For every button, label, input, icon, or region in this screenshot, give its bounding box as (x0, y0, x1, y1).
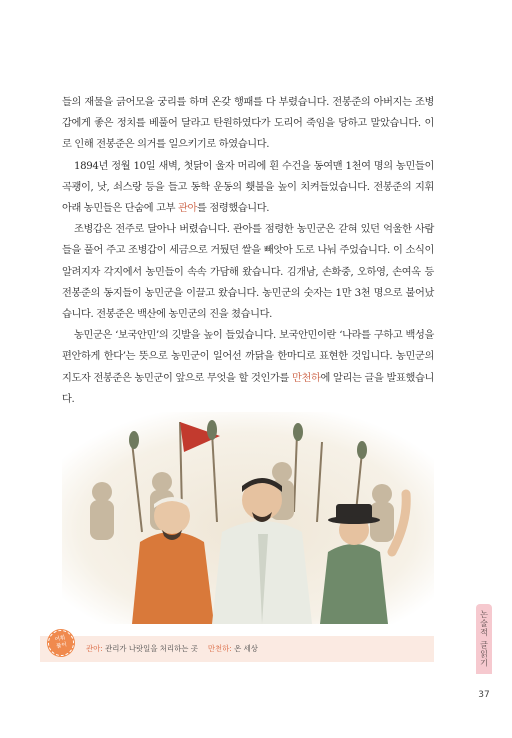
vocab-def-2: 온 세상 (231, 644, 258, 653)
paragraph-2-tail: 를 점령했습니다. (196, 203, 270, 215)
paragraph-2 (62, 156, 434, 220)
paragraph-3: 조병갑은 전주로 달아나 버렸습니다. 관아를 점령한 농민군은 갇혀 있던 억울한 사람들을 풀어 주고 조병갑이 세금으로 거뒀던 쌀을 빼앗아 도로 나눠 주었습니다. 이 소식이 알려지자 각지에서 농민들이 속속 가담해 왔습니다. 김개남, 손화중, 오하영, 손여옥 등 전봉준의 동지들이 농민군을 이끌고 왔습니다. 농민군의 숫자는 1만 3천 명으로 불어났습니다. 전봉준은 백산에 농민군의 진을 쳤습니다. (62, 224, 434, 321)
paragraph-1: 들의 재물을 긁어모을 궁리를 하며 온갖 행패를 다 부렸습니다. 전봉준의 아버지는 조병갑에게 좋은 정치를 베풀어 달라고 탄원하였다가 도리어 죽임을 당하고 말았습니다. 이로 인해 전봉준은 의거를 일으키기로 하였습니다. (62, 97, 434, 151)
badge-line-1: 어휘 (54, 635, 66, 644)
paragraph-4-text: 농민군은 ‘보국안민’의 깃발을 높이 들었습니다. 보국안민이란 ‘나라를 구하고 백성을 편안하게 한다’는 뜻으로 농민군이 일어선 까닭을 한마디로 표현한 것입니다. 농민군의 지도자 전봉준은 농민군이 앞으로 무엇을 할 것인가를 (62, 330, 434, 384)
vocab-def-1: 관리가 나랏일을 처리하는 곳 (102, 644, 198, 653)
paragraph-4-tail: 에 알리는 글을 발표했습니다. (62, 372, 434, 405)
badge-line-2: 풀이 (55, 641, 68, 650)
highlight-term-gwana: 관아 (177, 203, 197, 215)
vocab-term-2: 만천하: (207, 644, 232, 653)
body-text (62, 92, 434, 410)
paragraph-4 (62, 325, 434, 410)
highlight-term-mancheonha: 만천하 (292, 372, 321, 384)
paragraph-2-text: 1894년 정월 10일 새벽, 첫닭이 울자 머리에 흰 수건을 동여맨 1천여 명의 농민들이 곡괭이, 낫, 쇠스랑 등을 들고 동학 운동의 횃불을 높이 치켜들었습니다. 전봉준의 지휘 아래 농민들은 단숨에 고부 (62, 160, 434, 215)
section-side-tab (476, 604, 492, 674)
side-tab-label: 논술적 글읽기 (479, 610, 489, 668)
vocab-term-1: 관아: (86, 644, 103, 653)
vocabulary-definitions (86, 643, 258, 654)
peasant-army-illustration (62, 412, 434, 624)
page-number: 37 (478, 690, 490, 700)
